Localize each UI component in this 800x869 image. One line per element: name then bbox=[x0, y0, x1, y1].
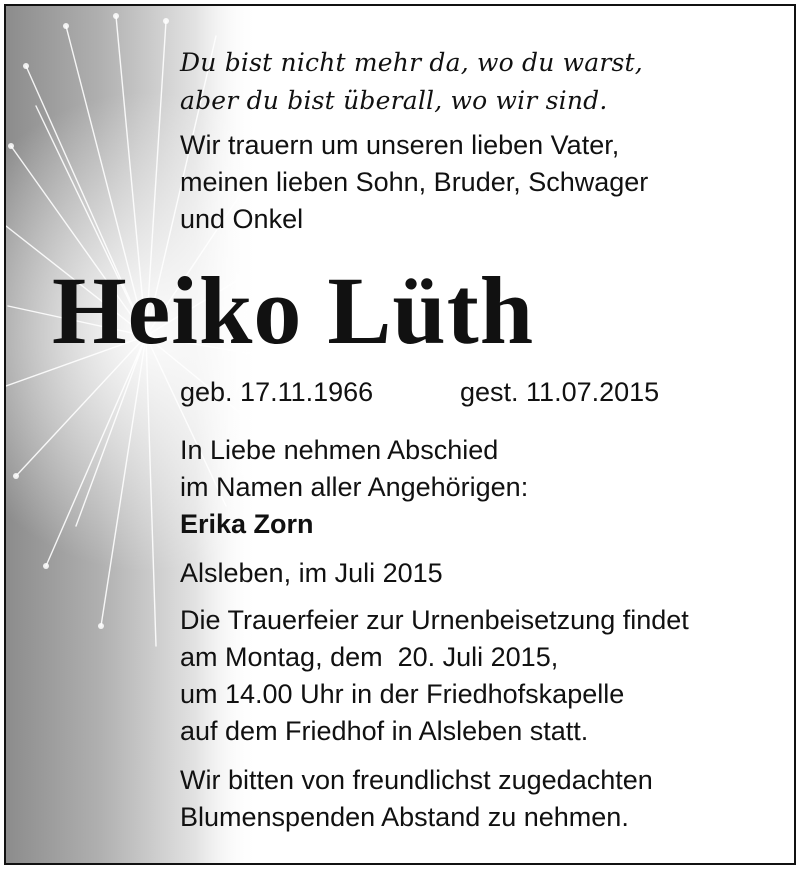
intro-line-3: und Onkel bbox=[180, 204, 304, 234]
intro-text bbox=[180, 127, 648, 238]
death-date: gest. 11.07.2015 bbox=[460, 377, 660, 407]
flower-request bbox=[180, 762, 653, 836]
request-line-2: Blumenspenden Abstand zu nehmen. bbox=[180, 802, 629, 832]
verse-line-1: Du bist nicht mehr da, wo du warst, bbox=[180, 48, 643, 77]
memorial-verse bbox=[180, 44, 643, 120]
intro-line-2: meinen lieben Sohn, Bruder, Schwager bbox=[180, 167, 649, 197]
mourners-line-1: In Liebe nehmen Abschied bbox=[180, 435, 499, 465]
service-line-3: um 14.00 Uhr in der Friedhofskapelle bbox=[180, 679, 625, 709]
service-line-2: am Montag, dem 20. Juli 2015, bbox=[180, 642, 559, 672]
mourners-line-2: im Namen aller Angehörigen: bbox=[180, 472, 529, 502]
place-date-text: Alsleben, im Juli 2015 bbox=[180, 558, 443, 588]
deceased-name: Heiko Lüth bbox=[52, 257, 535, 364]
service-line-1: Die Trauerfeier zur Urnenbeisetzung findet bbox=[180, 605, 689, 635]
place-date bbox=[180, 555, 443, 592]
birth-date: geb. 17.11.1966 bbox=[180, 377, 374, 407]
request-line-1: Wir bitten von freundlichst zugedachten bbox=[180, 765, 653, 795]
service-line-4: auf dem Friedhof in Alsleben statt. bbox=[180, 716, 589, 746]
life-dates bbox=[180, 374, 660, 411]
notice-content bbox=[6, 6, 794, 863]
mourners-text bbox=[180, 432, 528, 543]
funeral-service-info bbox=[180, 602, 689, 750]
verse-line-2: aber du bist überall, wo wir sind. bbox=[180, 86, 608, 115]
obituary-notice bbox=[4, 4, 796, 865]
intro-line-1: Wir trauern um unseren lieben Vater, bbox=[180, 130, 620, 160]
mourner-name: Erika Zorn bbox=[180, 509, 314, 539]
